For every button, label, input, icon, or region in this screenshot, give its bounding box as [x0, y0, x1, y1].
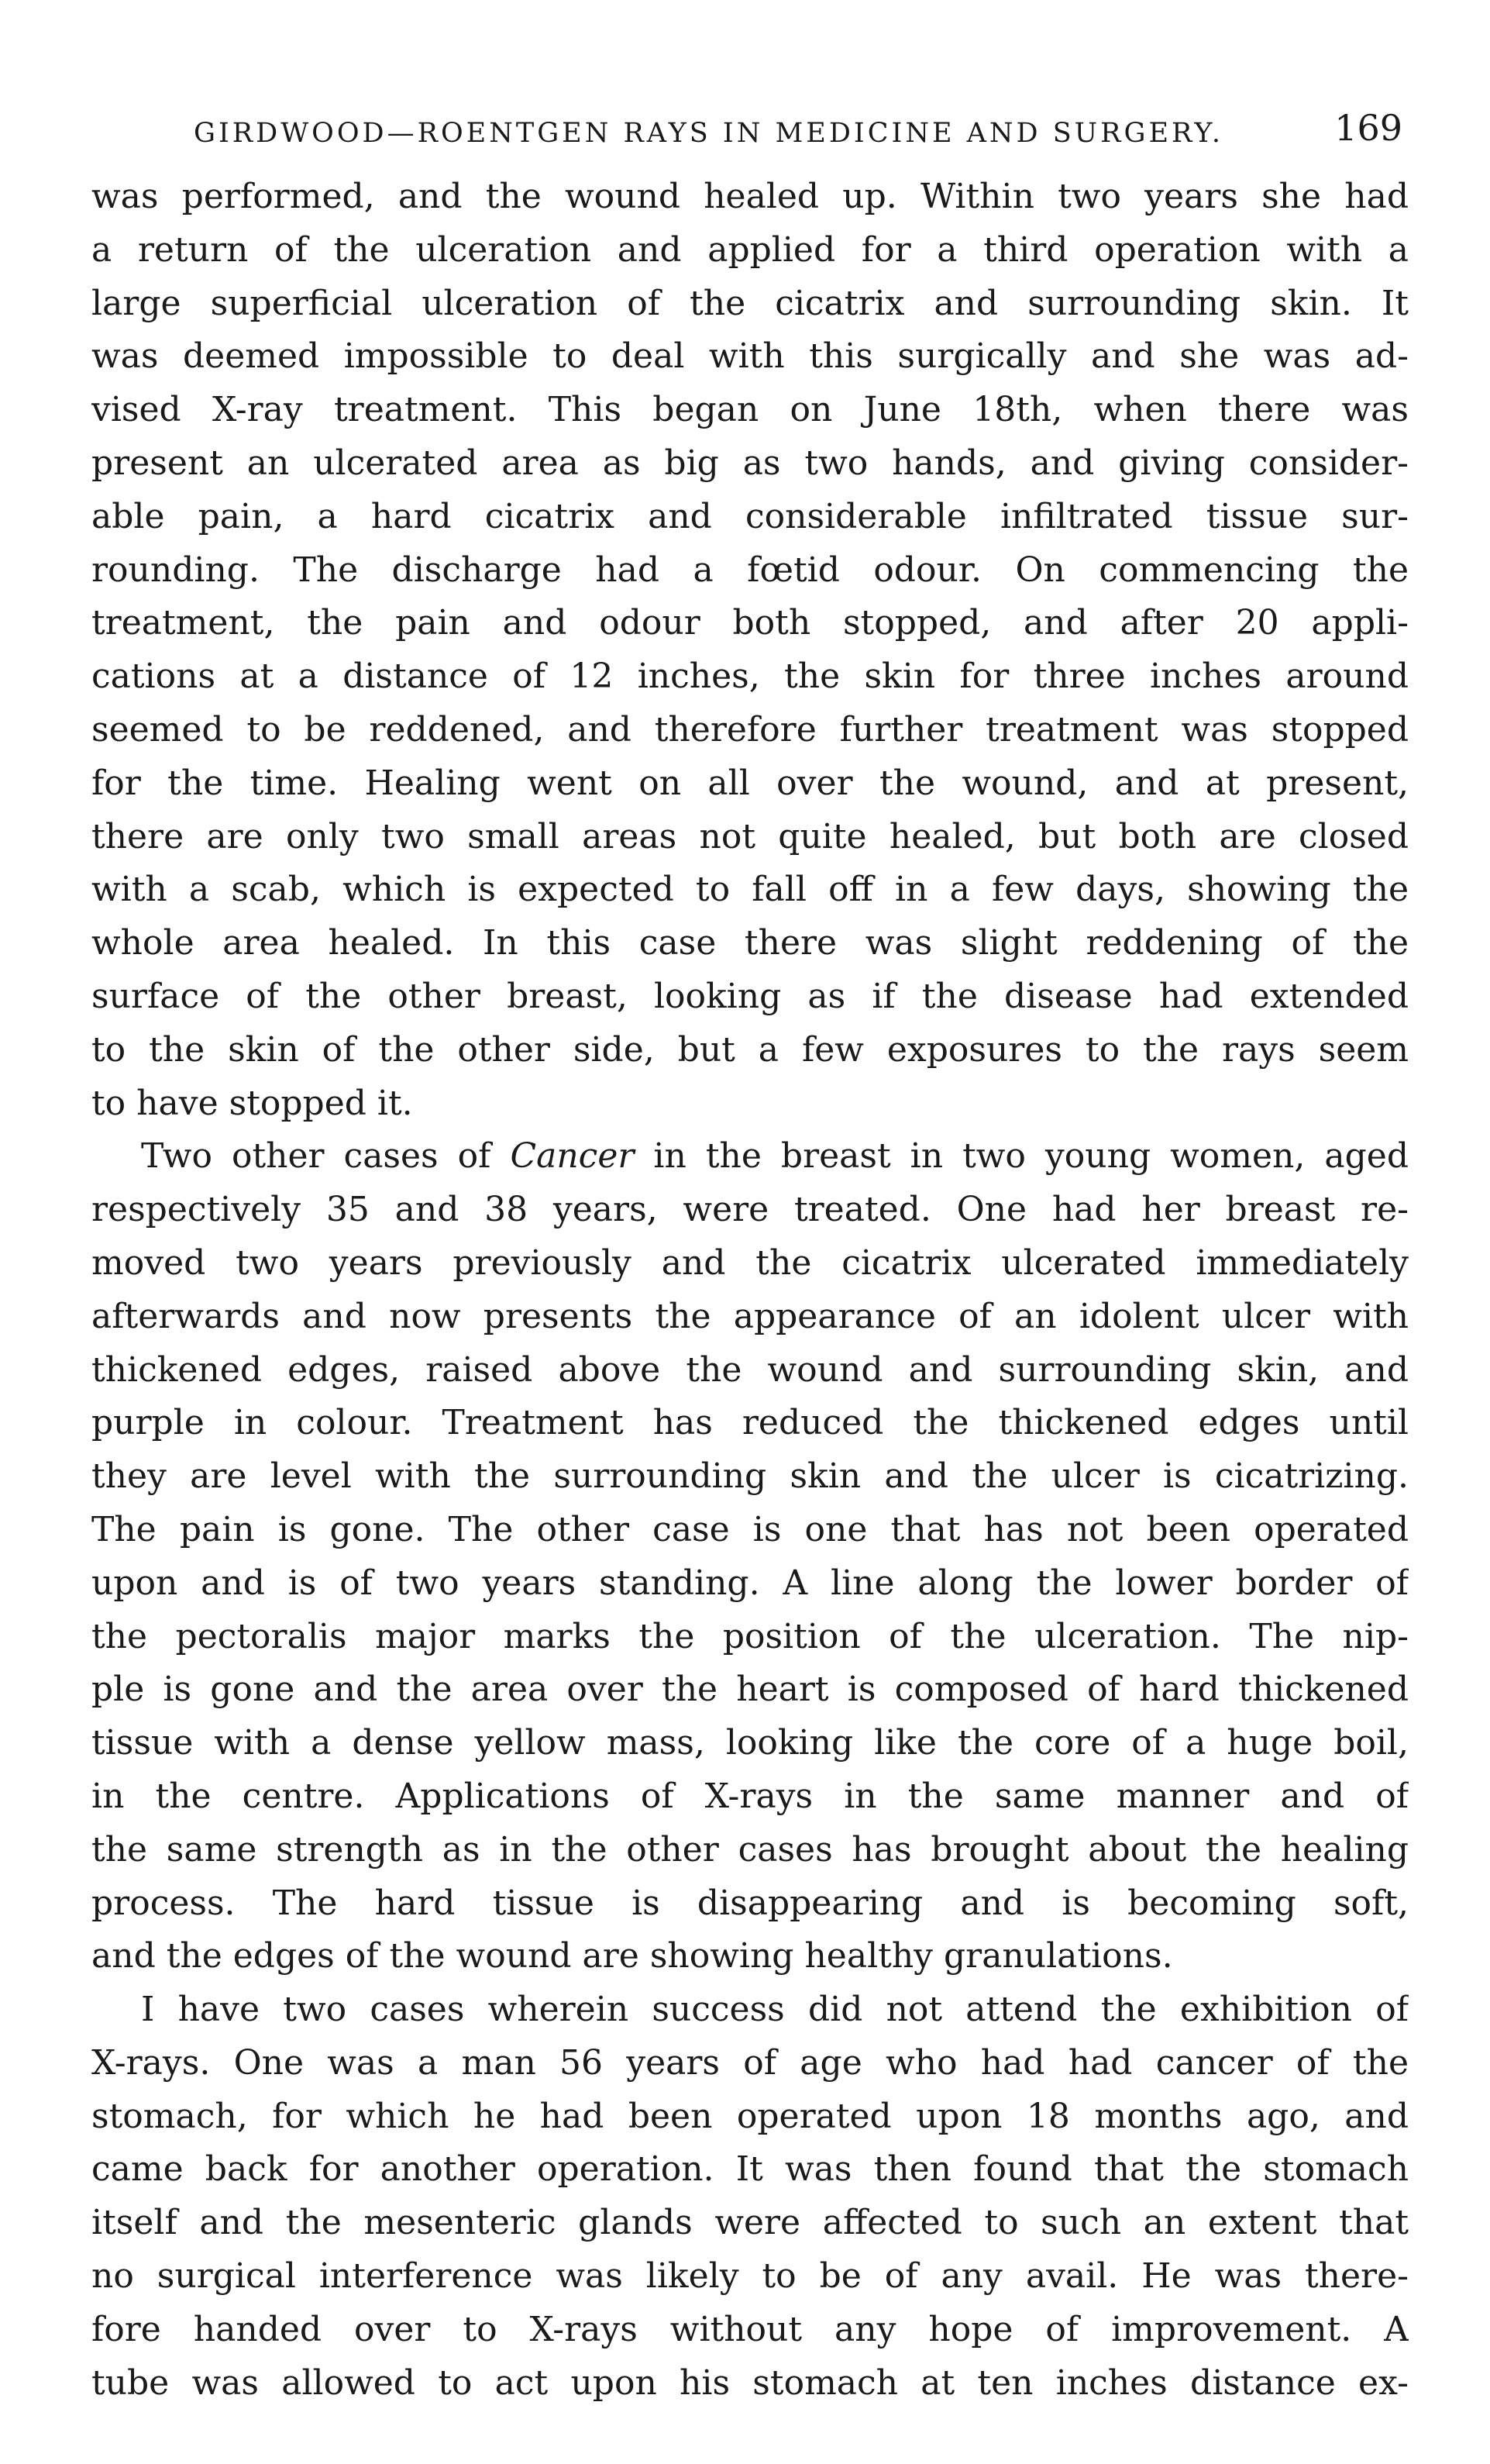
- text-line: surface of the other breast, looking as if the disease had extended: [91, 976, 1409, 1016]
- text-line: came back for another operation. It was then found that the stomach: [91, 2149, 1409, 2190]
- text-line: the same strength as in the other cases has brought about the healing: [91, 1829, 1409, 1870]
- text-line: afterwards and now presents the appearance of an idolent ulcer with: [91, 1296, 1409, 1336]
- paragraph-1: [91, 171, 1409, 1130]
- running-head: GIRDWOOD—ROENTGEN RAYS IN MEDICINE AND SURGERY.: [194, 118, 1224, 149]
- text-line: a return of the ulceration and applied for a third operation with a: [91, 229, 1409, 270]
- text-line: upon and is of two years standing. A line along the lower border of: [91, 1563, 1409, 1603]
- body-text: [91, 171, 1409, 2410]
- text-line: tissue with a dense yellow mass, looking like the core of a huge boil,: [91, 1723, 1409, 1763]
- text-line: vised X-ray treatment. This began on June 18th, when there was: [91, 390, 1409, 430]
- text-line: purple in colour. Treatment has reduced the thickened edges until: [91, 1403, 1409, 1443]
- text-line: in the centre. Applications of X-rays in the same manner and of: [91, 1776, 1409, 1816]
- text-line: able pain, a hard cicatrix and considerable infiltrated tissue sur-: [91, 496, 1409, 536]
- text-line: and the edges of the wound are showing healthy granulations.: [91, 1936, 1173, 1976]
- text-line: seemed to be reddened, and therefore further treatment was stopped: [91, 709, 1409, 750]
- text-line: the pectoralis major marks the position of the ulceration. The nip-: [91, 1616, 1409, 1656]
- text-line: to the skin of the other side, but a few exposures to the rays seem: [91, 1029, 1409, 1070]
- text-line: there are only two small areas not quite healed, but both are closed: [91, 816, 1409, 856]
- text-line: cations at a distance of 12 inches, the skin for three inches around: [91, 656, 1409, 697]
- paragraph-2: [91, 1130, 1409, 1983]
- page-header: [194, 87, 1402, 149]
- text-line: large superficial ulceration of the cicatrix and surrounding skin. It: [91, 283, 1409, 323]
- text-line: itself and the mesenteric glands were affected to such an extent that: [91, 2203, 1409, 2243]
- text-line: ple is gone and the area over the heart is composed of hard thickened: [91, 1670, 1409, 1710]
- text-line: Two other cases of Cancer in the breast in two young women, aged: [141, 1136, 1409, 1177]
- paragraph-3: [91, 1983, 1409, 2410]
- text-line: I have two cases wherein success did not attend the exhibition of: [141, 1990, 1409, 2030]
- text-line: respectively 35 and 38 years, were treated. One had her breast re-: [91, 1190, 1409, 1230]
- text-line: X-rays. One was a man 56 years of age who had had cancer of the: [91, 2042, 1409, 2083]
- text-line: rounding. The discharge had a fœtid odour. On commencing the: [91, 550, 1409, 590]
- text-line: for the time. Healing went on all over the wound, and at present,: [91, 763, 1409, 803]
- text-line: with a scab, which is expected to fall off in a few days, showing the: [91, 870, 1409, 910]
- text-line: thickened edges, raised above the wound and surrounding skin, and: [91, 1349, 1409, 1390]
- text-line: no surgical interference was likely to be of any avail. He was there-: [91, 2256, 1409, 2297]
- text-line: The pain is gone. The other case is one that has not been operated: [91, 1509, 1409, 1549]
- text-line: treatment, the pain and odour both stopped, and after 20 appli-: [91, 603, 1409, 643]
- text-line: moved two years previously and the cicatrix ulcerated immediately: [91, 1242, 1409, 1283]
- text-line: whole area healed. In this case there was slight reddening of the: [91, 923, 1409, 963]
- text-line: was performed, and the wound healed up. Within two years she had: [91, 177, 1409, 216]
- text-line: was deemed impossible to deal with this surgically and she was ad-: [91, 336, 1409, 377]
- italic-term: Cancer: [510, 1136, 635, 1177]
- text-line: tube was allowed to act upon his stomach at ten inches distance ex-: [91, 2362, 1409, 2403]
- text-line: present an ulcerated area as big as two hands, and giving consider-: [91, 443, 1409, 483]
- text-line: to have stopped it.: [91, 1083, 413, 1123]
- text-line: they are level with the surrounding skin and the ulcer is cicatrizing.: [91, 1456, 1409, 1497]
- text-line: process. The hard tissue is disappearing and is becoming soft,: [91, 1883, 1409, 1923]
- page-number: 169: [1334, 107, 1402, 149]
- text-line: fore handed over to X-rays without any hope of improvement. A: [91, 2309, 1409, 2349]
- text-line: stomach, for which he had been operated upon 18 months ago, and: [91, 2096, 1409, 2136]
